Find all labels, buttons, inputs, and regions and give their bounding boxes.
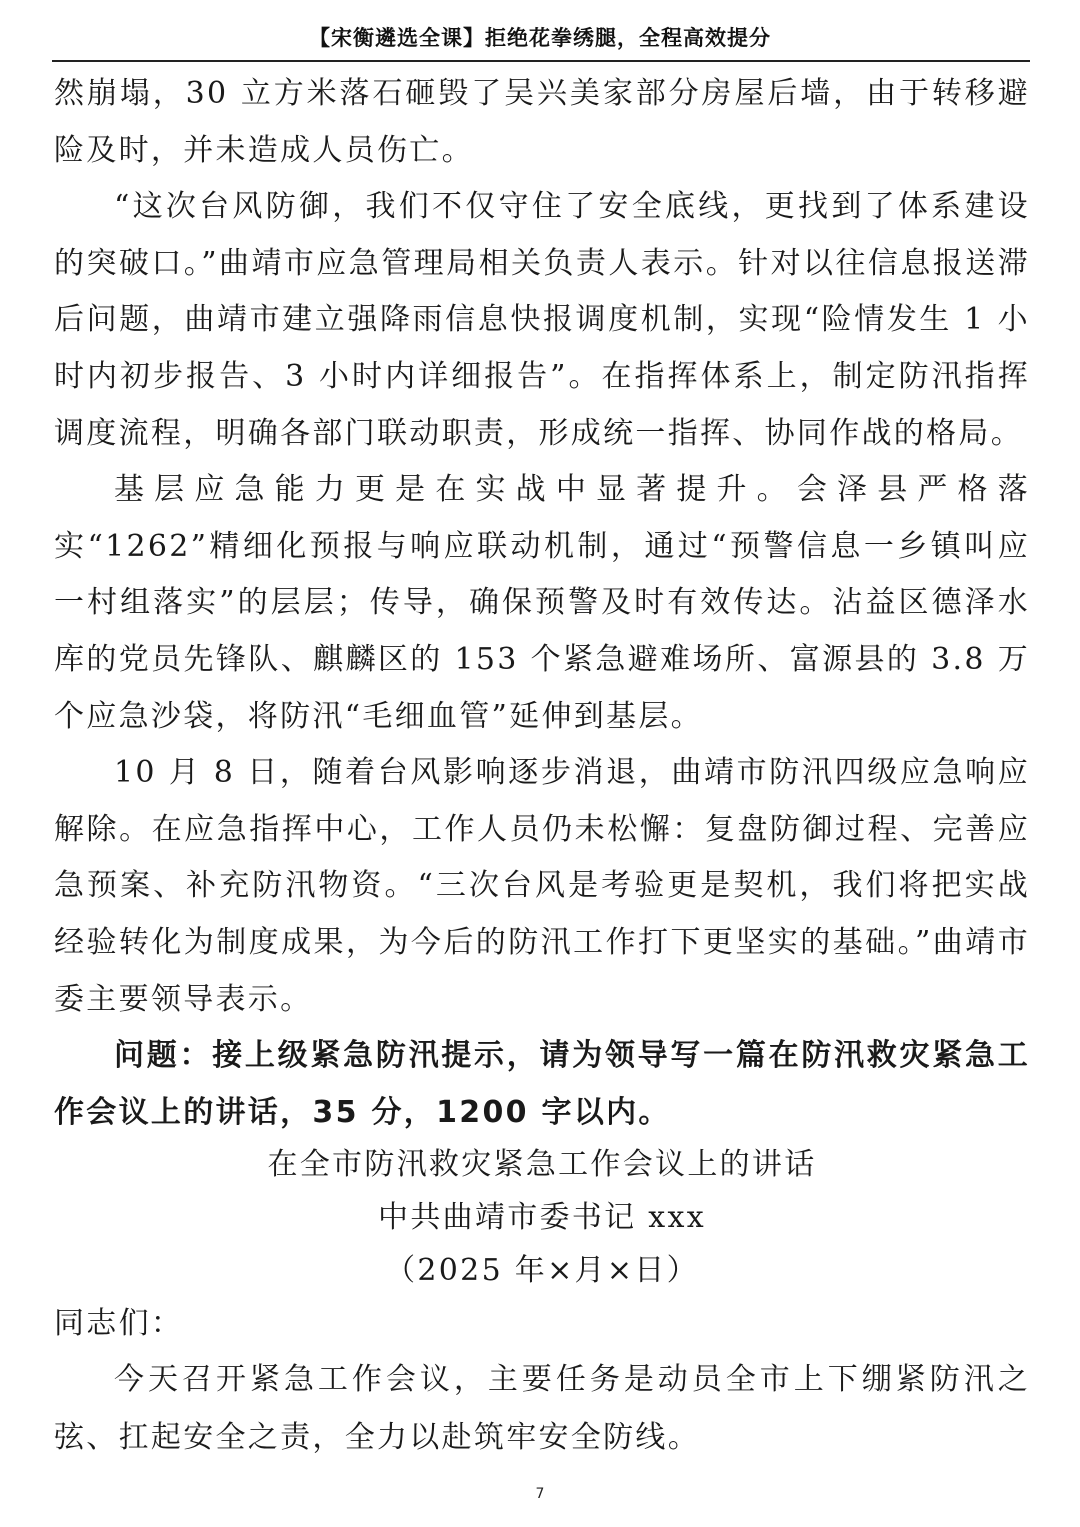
article-paragraph-2: “这次台风防御，我们不仅守住了安全底线，更找到了体系建设的突破口。”曲靖市应急管理局相关负责人表示。针对以往信息报送滞后问题，曲靖市建立强降雨信息快报调度机制，实现“险情发生 1 小时内初步报告、3 小时内详细报告”。在指挥体系上，制定防汛指挥调度流程，明确各部门联动职责，形成统一指挥、协同作战的格局。 [54, 189, 1030, 451]
speech-salutation: 同志们： [54, 1306, 184, 1341]
article-body [54, 66, 1030, 1141]
header-divider [52, 60, 1030, 62]
speech-date: （2025 年×月×日） [385, 1253, 699, 1288]
article-paragraph-3: 基层应急能力更是在实战中显著提升。会泽县严格落实“1262”精细化预报与响应联动机制，通过“预警信息一乡镇叫应一村组落实”的层层；传导，确保预警及时有效传达。沾益区德泽水库的党员先锋队、麒麟区的 153 个紧急避难场所、富源县的 3.8 万个应急沙袋，将防汛“毛细血管”延伸到基层。 [54, 472, 1030, 734]
speech-author: 中共曲靖市委书记 xxx [378, 1200, 706, 1235]
page-number: 7 [535, 1486, 545, 1502]
speech-paragraph-1: 今天召开紧急工作会议，主要任务是动员全市上下绷紧防汛之弦、扛起安全之责，全力以赴筑牢安全防线。 [54, 1362, 1030, 1455]
page-header: 【宋衡遴选全课】拒绝花拳绣腿，全程高效提分 [309, 26, 771, 50]
speech-section [54, 1138, 1030, 1467]
article-paragraph-1: 然崩塌，30 立方米落石砸毁了吴兴美家部分房屋后墙，由于转移避险及时，并未造成人员伤亡。 [54, 76, 1030, 168]
speech-title: 在全市防汛救灾紧急工作会议上的讲话 [267, 1147, 817, 1182]
article-paragraph-4: 10 月 8 日，随着台风影响逐步消退，曲靖市防汛四级应急响应解除。在应急指挥中心，工作人员仍未松懈：复盘防御过程、完善应急预案、补充防汛物资。“三次台风是考验更是契机，我们将把实战经验转化为制度成果，为今后的防汛工作打下更坚实的基础。”曲靖市委主要领导表示。 [54, 755, 1030, 1017]
exam-question: 问题：接上级紧急防汛提示，请为领导写一篇在防汛救灾紧急工作会议上的讲话，35 分，1200 字以内。 [54, 1038, 1030, 1130]
